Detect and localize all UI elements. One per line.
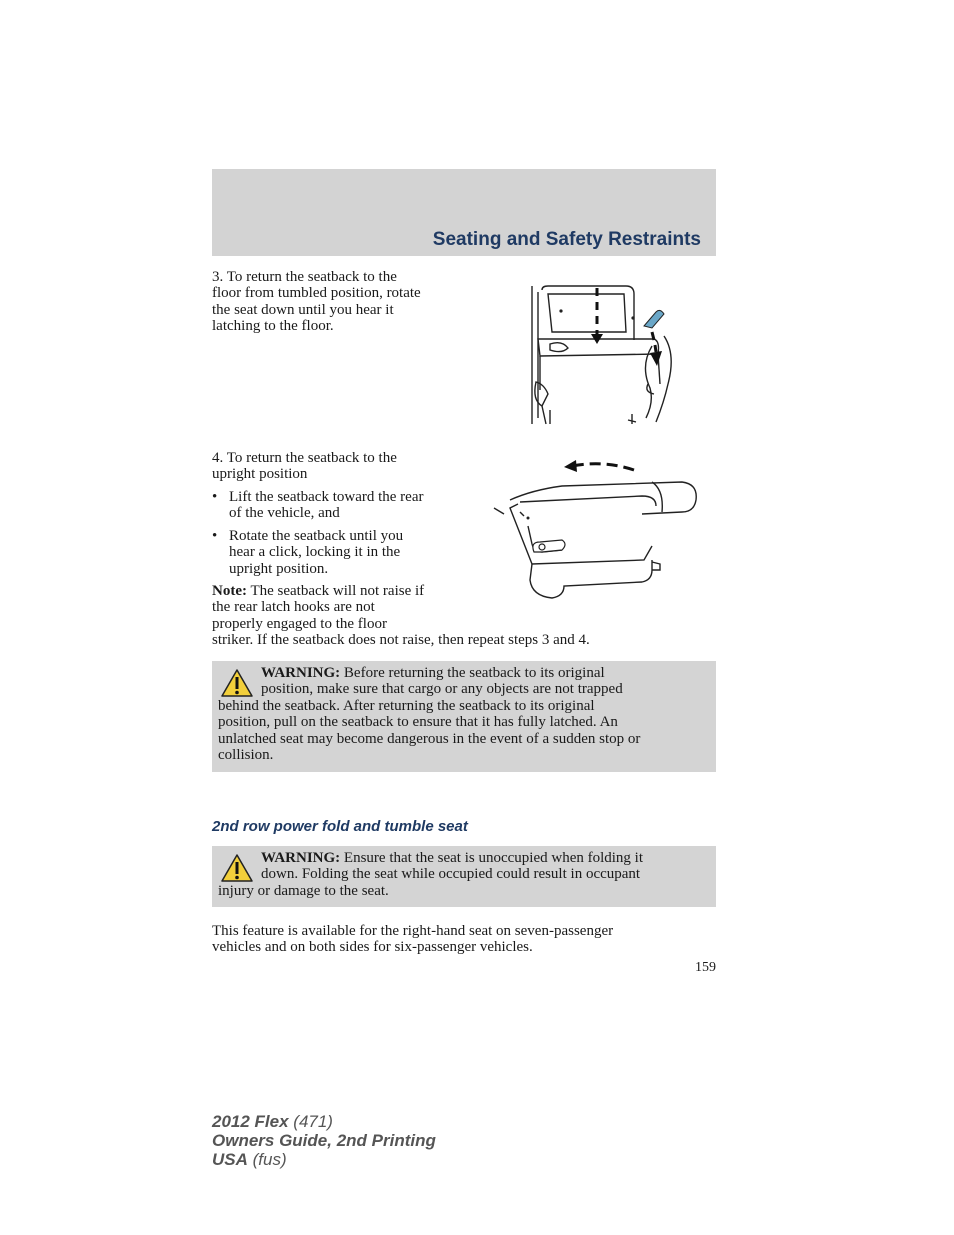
bullet-item bbox=[212, 528, 489, 577]
footer-guide: Owners Guide, 2nd Printing bbox=[212, 1131, 436, 1150]
seat-return-to-floor-illustration bbox=[528, 284, 678, 426]
text-line: 4. To return the seatback to the bbox=[212, 450, 397, 466]
text-line: vehicles and on both sides for six-passenger vehicles. bbox=[212, 939, 533, 956]
feature-text bbox=[212, 923, 716, 956]
text-line: injury or damage to the seat. bbox=[218, 882, 389, 899]
footer-model-code: (471) bbox=[288, 1112, 333, 1131]
warning-label: WARNING: bbox=[261, 665, 341, 681]
warning-first-line: Before returning the seatback to its original bbox=[340, 665, 605, 681]
footer-region: USA bbox=[212, 1150, 248, 1169]
footer-model: 2012 Flex bbox=[212, 1112, 289, 1131]
text-line bbox=[218, 850, 710, 866]
page-number: 159 bbox=[695, 960, 716, 975]
text-line: 3. To return the seatback to the bbox=[212, 269, 397, 285]
step-3-text bbox=[212, 269, 472, 334]
text-line: position, pull on the seatback to ensure that it has fully latched. An bbox=[218, 714, 618, 731]
text-line: Rotate the seatback until you bbox=[229, 528, 404, 544]
note-label: Note: bbox=[212, 583, 247, 599]
text-line: down. Folding the seat while occupied could result in occupant bbox=[261, 866, 641, 883]
text-line: hear a click, locking it in the bbox=[229, 544, 401, 561]
text-line: This feature is available for the right-hand seat on seven-passenger bbox=[212, 923, 614, 939]
text-line: striker. If the seatback does not raise, then repeat steps 3 and 4. bbox=[212, 631, 590, 648]
section-header-band bbox=[212, 169, 716, 256]
text-line: behind the seatback. After returning the seatback to its original bbox=[218, 697, 595, 714]
document-footer bbox=[212, 1112, 436, 1169]
text-line: upright position bbox=[212, 466, 308, 483]
step-4-text bbox=[212, 450, 472, 483]
warning-text bbox=[218, 665, 710, 763]
footer-region-code: (fus) bbox=[247, 1150, 287, 1169]
warning-text bbox=[218, 850, 710, 899]
text-line: collision. bbox=[218, 747, 274, 764]
footer-line bbox=[212, 1150, 436, 1169]
warning-box bbox=[212, 846, 716, 907]
text-line bbox=[218, 665, 710, 681]
text-line: the rear latch hooks are not bbox=[212, 599, 375, 616]
bullet-item bbox=[212, 489, 489, 522]
note-first-line: The seatback will not raise if bbox=[246, 583, 425, 599]
text-line: the seat down until you hear it bbox=[212, 301, 394, 318]
text-line: upright position. bbox=[229, 560, 329, 577]
bullet-glyph: • bbox=[212, 489, 218, 505]
footer-line bbox=[212, 1112, 436, 1131]
warning-label: WARNING: bbox=[261, 850, 341, 866]
section-title: Seating and Safety Restraints bbox=[432, 229, 701, 250]
warning-box bbox=[212, 661, 716, 772]
subsection-title: 2nd row power fold and tumble seat bbox=[212, 818, 468, 835]
warning-first-line: Ensure that the seat is unoccupied when folding it bbox=[340, 850, 644, 866]
text-line: position, make sure that cargo or any objects are not trapped bbox=[261, 681, 623, 698]
text-line: Lift the seatback toward the rear bbox=[229, 489, 424, 505]
text-line: unlatched seat may become dangerous in the event of a sudden stop or bbox=[218, 730, 641, 747]
text-line: latching to the floor. bbox=[212, 317, 334, 334]
text-line: floor from tumbled position, rotate bbox=[212, 285, 421, 302]
seat-return-upright-illustration bbox=[492, 456, 702, 606]
text-line: properly engaged to the floor bbox=[212, 615, 387, 632]
bullet-glyph: • bbox=[212, 528, 218, 544]
text-line: of the vehicle, and bbox=[229, 505, 340, 522]
